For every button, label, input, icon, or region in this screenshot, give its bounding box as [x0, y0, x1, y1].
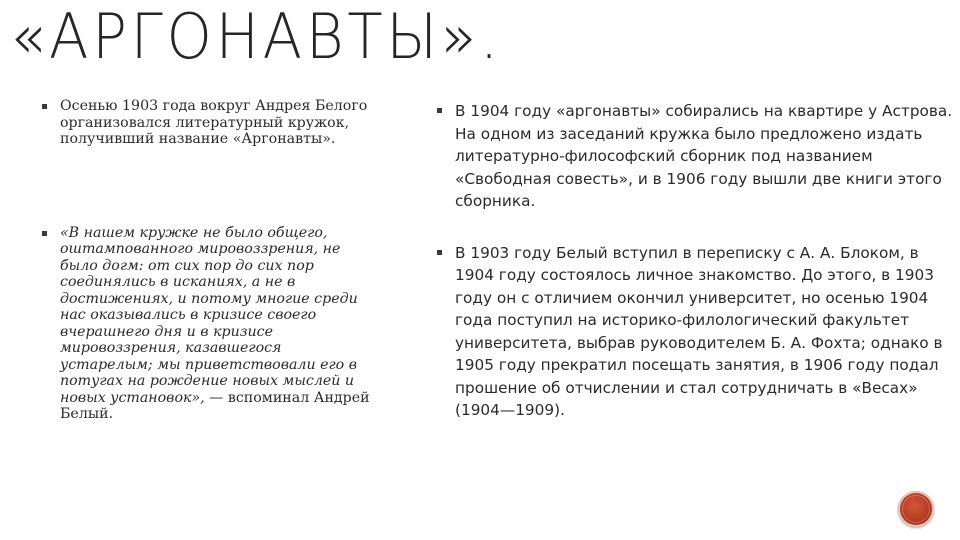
right-bullet-1 [437, 100, 955, 213]
right-column [437, 100, 955, 422]
square-bullet-icon [42, 231, 47, 236]
left-bullet-2 [42, 225, 372, 423]
square-bullet-icon [42, 104, 47, 109]
left-bullet-1-text: Осенью 1903 года вокруг Андрея Белого организовался литературный кружок, получивший название «Аргонавты». [60, 98, 368, 147]
right-bullet-2-text: В 1903 году Белый вступил в переписку с А. А. Блоком, в 1904 году состоялось личное знакомство. До этого, в 1903 году он с отличием окончил университет, но осенью 1904 года поступил на историко-филологический факультет университета, выбрав руководителем Б. А. Фохта; однако в 1905 году прекратил посещать занятия, в 1906 году подал прошение об отчислении и стал сотрудничать в «Весах» (1904—1909). [455, 243, 943, 419]
left-bullet-2-attribution: — вспоминал Андрей Белый. [60, 389, 370, 422]
left-column [42, 98, 372, 423]
left-bullet-1 [42, 98, 372, 148]
right-bullet-2 [437, 242, 955, 422]
slide-title: «АРГОНАВТЫ». [10, 0, 502, 73]
left-bullet-2-quote: «В нашем кружке не было общего, оштампованного мировоззрения, не было догм: от сих пор до сих пор соединялись в исканиях, а не в достижениях, и потому многие среди нас оказывались в кризисе своего вчерашнего дня и в кризисе мировоззрения, казавшегося устарелым; мы приветствовали его в потугах на рождение новых мыслей и новых установок», [60, 224, 358, 406]
badge-inner-ring [902, 495, 930, 523]
square-bullet-icon [437, 250, 442, 255]
square-bullet-icon [437, 108, 442, 113]
right-bullet-1-text: В 1904 году «аргонавты» собирались на квартире у Астрова. На одном из заседаний кружка было предложено издать литературно-философский сборник под названием «Свободная совесть», и в 1906 году вышли две книги этого сборника. [455, 102, 953, 210]
red-circle-badge-icon [898, 491, 934, 527]
